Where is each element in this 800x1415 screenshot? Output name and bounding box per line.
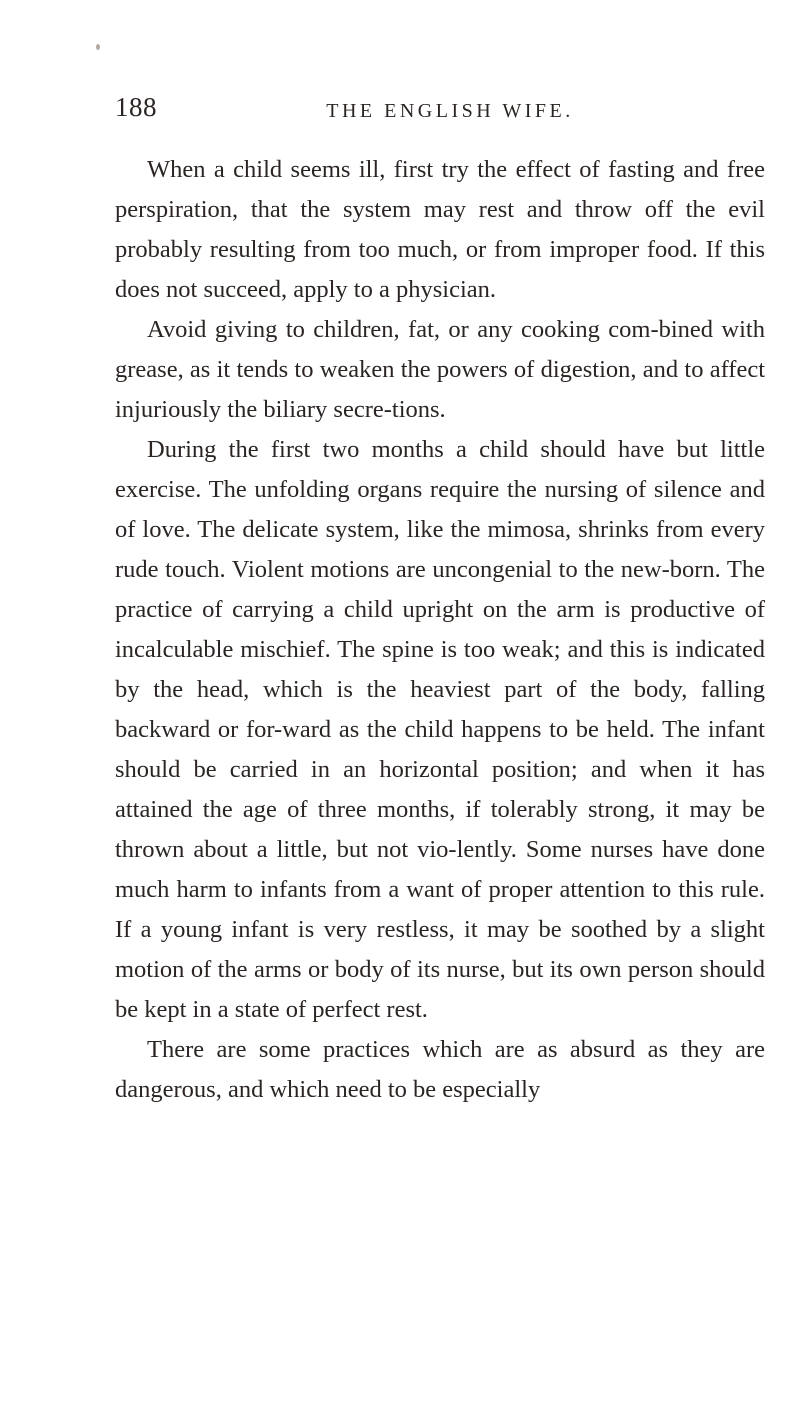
page-number: 188 — [115, 92, 157, 122]
paragraph-fasting: When a child seems ill, first try the effect of fasting and free perspiration, that the system may rest and throw off the evil probably resulting from too much, or from improper food. If this does not succeed, apply to a physician. — [115, 156, 765, 303]
paragraph-exercise: During the first two months a child should have but little exercise. The unfolding organs require the nursing of silence and of love. The delicate system, like the mimosa, shrinks from every rude touch. Violent motions are uncongenial to the new-born. The practice of carrying a child upright on the arm is productive of incalculable mischief. The spine is too weak; and this is indicated by the head, which is the heaviest part of the body, falling backward or for-ward as the child happens to be held. The infant should be carried in an horizontal position; and when it has attained the age of three months, if tolerably strong, it may be thrown about a little, but not vio-lently. Some nurses have done much harm to infants from a want of proper attention to this rule. If a young infant is very restless, it may be soothed by a slight motion of the arms or body of its nurse, but its own person should be kept in a state of perfect rest. — [115, 436, 765, 1023]
paragraph-grease: Avoid giving to children, fat, or any cooking com-bined with grease, as it tends to weaken the powers of digestion, and to affect injuriously the biliary secre-tions. — [115, 316, 765, 423]
paragraph-practices: There are some practices which are as absurd as they are dangerous, and which need to be especially — [115, 1036, 765, 1103]
running-head — [115, 92, 765, 132]
ink-speck — [96, 44, 100, 50]
running-title: THE ENGLISH WIFE. — [326, 100, 574, 122]
body-text — [115, 150, 765, 1110]
